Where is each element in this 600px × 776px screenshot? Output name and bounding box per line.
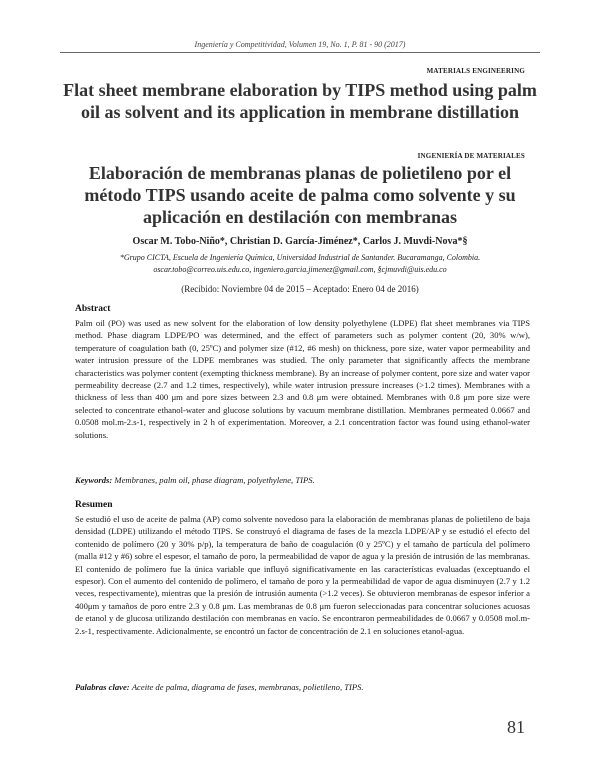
affiliation: [60, 252, 540, 276]
keywords-value: Membranes, palm oil, phase diagram, polyethylene, TIPS.: [114, 475, 315, 485]
palabras-value: Aceite de palma, diagrama de fases, membranas, polietileno, TIPS.: [131, 682, 364, 692]
author-list: Oscar M. Tobo-Niño*, Christian D. García-Jiménez*, Carlos J. Muvdi-Nova*§: [132, 236, 468, 247]
keywords-label: Keywords:: [75, 475, 113, 485]
keywords: [75, 475, 530, 485]
page-number: 81: [507, 717, 525, 737]
received-accepted-dates: (Recibido: Noviembre 04 de 2015 – Aceptado: Enero 04 de 2016): [181, 284, 419, 294]
section-label-en: MATERIALS ENGINEERING: [426, 67, 525, 75]
resumen-text: Se estudió el uso de aceite de palma (AP) como solvente novedoso para la elaboración de membranas planas de polietileno de baja densidad (LDPE) utilizando el método TIPS. Se construyó el diagrama de fases de la mezcla LDPE/AP y se estudió el efecto del contenido de polímero (20 y 30% p/p), la temperatura de baño de coagulación (0 y 25ºC) y el tamaño de partícula del polímero (malla #12 y #6) sobre el espesor, el tamaño de poro, la permeabilidad de vapor de agua y la presión de intrusión de las membranas. El contenido de polímero fue la única variable que influyó significativamente en las características evaluadas (exceptuando el espesor). Con el aumento del contenido de polímero, el tamaño de poro y la permeabilidad de vapor de agua disminuyen (2.7 y 1.2 veces, respectivamente), mientras que la presión de intrusión aumenta (>1.2 veces). Se obtuvieron membranas de espesor inferior a 400μm y tamaños de poro entre 2.3 y 0.8 μm. Las membranas de 0.8 μm fueron seleccionadas para concentrar soluciones acuosas de etanol y de glucosa utilizando destilación con membranas en vacío. Se encontraron permeabilidades de 0.0667 y 0.0508 mol.m-2.s-1, respectivamente. Adicionalmente, se encontró un factor de concentración de 2.1 en soluciones etanol-agua.: [75, 514, 530, 636]
header-rule: [60, 52, 540, 53]
abstract-heading: Abstract: [75, 304, 111, 314]
title-en: Flat sheet membrane elaboration by TIPS method using palm oil as solvent and its application in membrane distillation: [63, 80, 537, 122]
affiliation-emails: oscar.tobo@correo.uis.edu.co, ingeniero.garcia.jimenez@gmail.com, §cjmuvdi@uis.edu.co: [153, 265, 447, 274]
resumen-heading: Resumen: [75, 500, 113, 510]
title-es: Elaboración de membranas planas de polietileno por el método TIPS usando aceite de palma como solvente y su aplicación en destilación con membranas: [84, 163, 516, 227]
journal-header: Ingeniería y Competitividad, Volumen 19, No. 1, P. 81 - 90 (2017): [194, 40, 406, 49]
section-label-es: INGENIERÍA DE MATERIALES: [417, 152, 525, 160]
palabras-label: Palabras clave:: [75, 682, 130, 692]
affiliation-institution: *Grupo CICTA, Escuela de Ingeniería Química, Universidad Industrial de Santander. Bucaramanga, Colombia.: [119, 253, 481, 262]
abstract-text: Palm oil (PO) was used as new solvent for the elaboration of low density polyethylene (LDPE) flat sheet membranes via TIPS method. Phase diagram LDPE/PO was determined, and the effect of parameters such as polymer content (20, 30% w/w), temperature of coagulation bath (0, 25ºC) and polymer size (#12, #6 mesh) on thickness, pore size, water vapor permeability and water intrusion pressure of the LDPE membranes was studied. The only parameter that significantly affects the membrane characteristics was polymer content (exempting thickness membrane). By an increase of polymer content, pore size and water vapor permeability decrease (2.7 and 1.2 times, respectively), while water intrusion pressure increases (>1.2 times). Membranes with a thickness of less than 400 μm and pore sizes between 2.3 and 0.8 μm were obtained. Membranes with 0.8 μm pore size were selected to concentrate ethanol-water and glucose solutions by vacuum membrane distillation. Membranes permeated 0.0667 and 0.0508 mol.m-2.s-1, respectively in 2 h of experimentation. Moreover, a 2.1 concentration factor was found using ethanol-water solutions.: [75, 318, 530, 440]
palabras-clave: [75, 682, 530, 692]
